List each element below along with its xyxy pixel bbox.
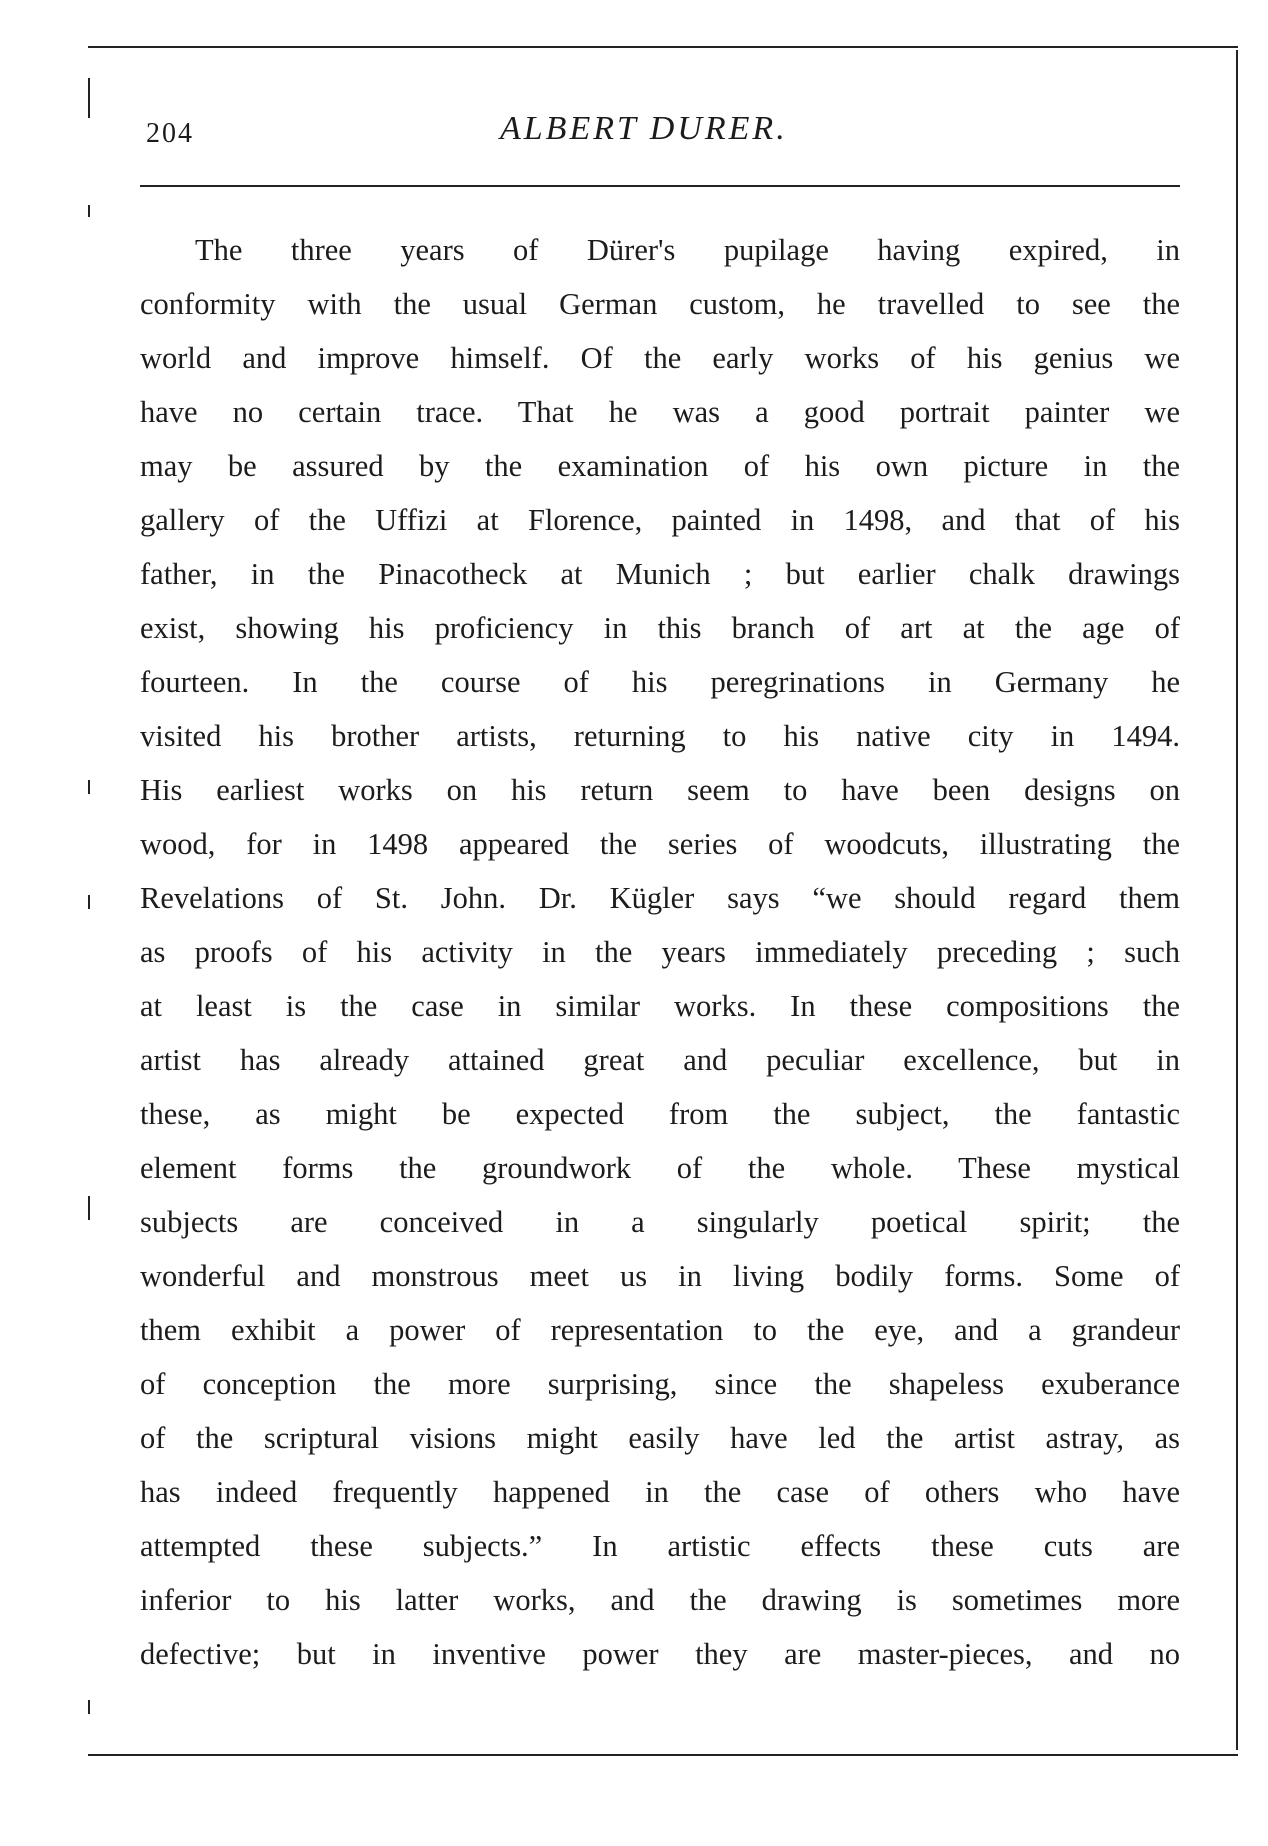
text-line: inferior to his latter works, and the drawing is sometimes more: [140, 1583, 1180, 1617]
text-line: exist, showing his proficiency in this branch of art at the age of: [140, 611, 1180, 645]
text-line: artist has already attained great and peculiar excellence, but in: [140, 1043, 1180, 1077]
text-line: fourteen. In the course of his peregrinations in Germany he: [140, 665, 1180, 699]
body-text: [140, 223, 1180, 1681]
text-line: wonderful and monstrous meet us in living bodily forms. Some of: [140, 1259, 1180, 1293]
text-line: gallery of the Uffizi at Florence, painted in 1498, and that of his: [140, 503, 1180, 537]
text-line: father, in the Pinacotheck at Munich ; but earlier chalk drawings: [140, 557, 1180, 591]
text-line: these, as might be expected from the subject, the fantastic: [140, 1097, 1180, 1131]
left-margin-mark: [88, 1196, 90, 1220]
text-line: element forms the groundwork of the whole. These mystical: [140, 1151, 1180, 1185]
left-margin-mark: [88, 1700, 90, 1714]
left-margin-mark: [88, 895, 90, 909]
text-line: world and improve himself. Of the early works of his genius we: [140, 341, 1180, 375]
text-line: The three years of Dürer's pupilage having expired, in: [195, 233, 1180, 267]
text-line: of the scriptural visions might easily have led the artist astray, as: [140, 1421, 1180, 1455]
top-border-rule: [88, 46, 1238, 48]
text-line: attempted these subjects.” In artistic effects these cuts are: [140, 1529, 1180, 1563]
text-line: has indeed frequently happened in the case of others who have: [140, 1475, 1180, 1509]
text-line: at least is the case in similar works. In these compositions the: [140, 989, 1180, 1023]
text-line: wood, for in 1498 appeared the series of woodcuts, illustrating the: [140, 827, 1180, 861]
text-line: them exhibit a power of representation to the eye, and a grandeur: [140, 1313, 1180, 1347]
text-line: defective; but in inventive power they are master-pieces, and no: [140, 1637, 1180, 1671]
left-margin-mark: [88, 780, 90, 794]
text-line: conformity with the usual German custom, he travelled to see the: [140, 287, 1180, 321]
running-head: ALBERT DURER.: [500, 110, 788, 147]
left-margin-mark: [88, 205, 90, 217]
text-line: subjects are conceived in a singularly poetical spirit; the: [140, 1205, 1180, 1239]
text-line: His earliest works on his return seem to have been designs on: [140, 773, 1180, 807]
text-line: as proofs of his activity in the years immediately preceding ; such: [140, 935, 1180, 969]
text-line: visited his brother artists, returning to his native city in 1494.: [140, 719, 1180, 753]
text-line: of conception the more surprising, since the shapeless exuberance: [140, 1367, 1180, 1401]
page-number: 204: [146, 118, 194, 149]
left-margin-mark: [88, 78, 90, 118]
header-rule: [140, 185, 1180, 187]
text-line: have no certain trace. That he was a good portrait painter we: [140, 395, 1180, 429]
right-border-rule: [1236, 50, 1238, 1750]
bottom-border-rule: [88, 1754, 1238, 1756]
text-line: Revelations of St. John. Dr. Kügler says “we should regard them: [140, 881, 1180, 915]
text-line: may be assured by the examination of his own picture in the: [140, 449, 1180, 483]
